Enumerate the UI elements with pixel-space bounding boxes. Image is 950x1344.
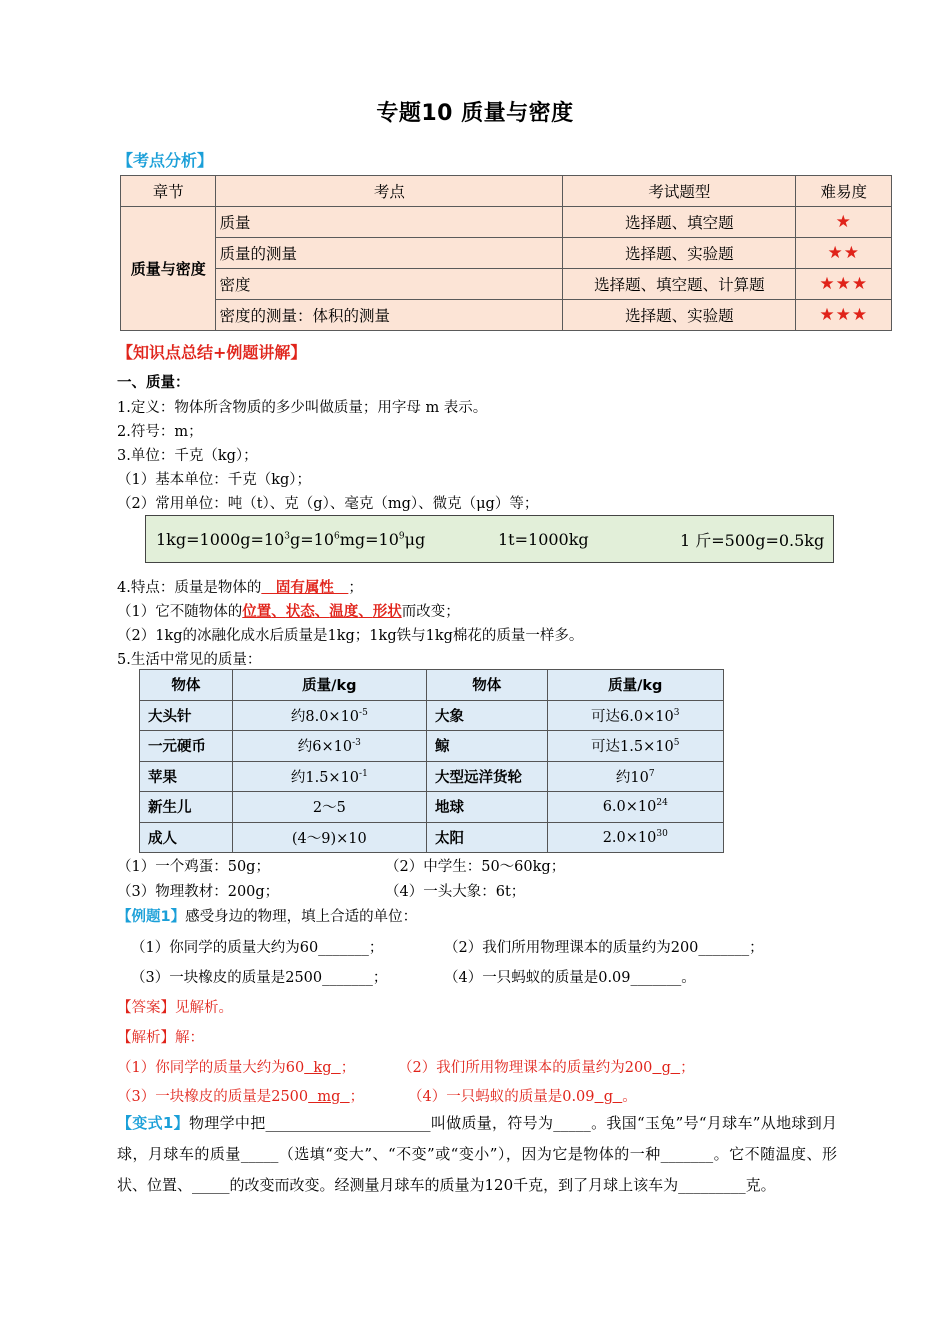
difficulty-stars: ★★★	[796, 300, 892, 331]
exponent: 6	[334, 531, 340, 542]
symbol-line: 2.符号：m；	[117, 424, 203, 440]
invariance-text: 而改变；	[401, 604, 460, 620]
solution-3	[117, 1085, 364, 1106]
question-tag: 【例题1】	[117, 909, 186, 925]
property-text: 4.特点：质量是物体的	[117, 580, 262, 596]
solution-text: ；	[680, 1060, 695, 1076]
invariance-text: （1）它不随物体的	[117, 604, 243, 620]
mass-value: (4～9)×10	[291, 830, 367, 847]
property-text: ；	[348, 580, 363, 596]
example-textbook: （3）物理教材：200g；	[117, 884, 280, 900]
base-unit-line: （1）基本单位：千克（kg）；	[117, 472, 312, 488]
section-analysis-heading: 【考点分析】	[117, 151, 214, 170]
solution-2	[398, 1056, 695, 1077]
answer-state: 状态	[285, 604, 315, 620]
object-cell: 一元硬币	[140, 731, 233, 762]
exponent: 7	[648, 768, 655, 779]
point-cell: 质量的测量	[216, 238, 563, 269]
header-type: 考试题型	[563, 176, 796, 207]
conversion-ton: 1t=1000kg	[498, 529, 589, 549]
definition-line: 1.定义：物体所含物质的多少叫做质量；用字母 m 表示。	[117, 400, 488, 416]
mass-value: 可达1.5×10	[591, 739, 674, 756]
answer-text: 见解析。	[175, 1000, 233, 1016]
type-cell: 选择题、实验题	[563, 238, 796, 269]
table-row	[121, 269, 892, 300]
solution-text: （2）我们所用物理课本的质量约为200	[398, 1060, 653, 1076]
header-mass: 质量/kg	[547, 670, 723, 701]
mass-heading: 一、质量：	[117, 375, 190, 391]
question-1-item-3: （3）一块橡皮的质量是2500_______；	[131, 970, 388, 986]
exponent: -5	[359, 707, 368, 718]
invariance-line	[117, 600, 460, 621]
object-cell: 太阳	[427, 822, 548, 853]
solution-4	[408, 1085, 637, 1106]
mass-cell	[232, 792, 426, 823]
mass-value: 约6×10	[297, 739, 353, 756]
header-chapter: 章节	[121, 176, 216, 207]
question-stem: 感受身边的物理，填上合适的单位：	[185, 909, 418, 925]
table-row	[140, 700, 724, 731]
object-cell: 大头针	[140, 700, 233, 731]
solution-answer: kg	[304, 1060, 341, 1076]
chapter-cell: 质量与密度	[121, 207, 216, 331]
separator: 、	[271, 604, 286, 620]
variant-text: 物理学中把______________________叫做质量，符号为_____。我国“玉兔”号“月球车”从地球到月球，月球车的质量_____（选填“变大”、“不变”或“变小”），因为它是物体的一种_______。它不随温度、形状、位置、_____的改变而改变。经测量月球车的质量为120千克，到了月球上该车为_________克。	[117, 1114, 837, 1194]
mass-value: 6.0×10	[602, 799, 657, 816]
solution-text: （3）一块橡皮的质量是2500	[117, 1089, 309, 1105]
answer-temperature: 温度	[329, 604, 359, 620]
ice-example-line: （2）1kg的冰融化成水后质量是1kg；1kg铁与1kg棉花的质量一样多。	[117, 628, 584, 644]
object-cell: 新生儿	[140, 792, 233, 823]
solution-answer: g	[594, 1089, 623, 1105]
common-mass-line: 5.生活中常见的质量：	[117, 652, 262, 668]
table-row	[121, 300, 892, 331]
property-answer: 固有属性	[261, 580, 349, 596]
answer-line	[117, 996, 233, 1017]
exponent: 3	[284, 531, 290, 542]
table-header-row	[140, 670, 724, 701]
variant-1-paragraph	[117, 1108, 837, 1201]
variant-tag: 【变式1】	[117, 1114, 189, 1132]
section-summary-heading: 【知识点总结+例题讲解】	[117, 343, 307, 362]
mass-cell	[232, 822, 426, 853]
table-row	[140, 792, 724, 823]
answer-position: 位置	[242, 604, 272, 620]
solution-text: （1）你同学的质量大约为60	[117, 1060, 305, 1076]
point-cell: 质量	[216, 207, 563, 238]
mass-cell	[232, 731, 426, 762]
conversion-kg-text: μg	[404, 529, 426, 549]
separator: 、	[314, 604, 330, 620]
object-cell: 大象	[427, 700, 548, 731]
header-object: 物体	[140, 670, 233, 701]
unit-line: 3.单位：千克（kg）；	[117, 448, 258, 464]
solution-answer: mg	[308, 1089, 350, 1105]
table-row	[140, 761, 724, 792]
mass-value: 约8.0×10	[290, 708, 360, 725]
common-mass-table	[139, 669, 724, 853]
property-line	[117, 576, 363, 597]
point-cell: 密度的测量：体积的测量	[216, 300, 563, 331]
table-row	[121, 207, 892, 238]
question-1-stem	[117, 905, 417, 926]
conversion-kg-text: g=10	[289, 529, 334, 549]
object-cell: 成人	[140, 822, 233, 853]
example-egg: （1）一个鸡蛋：50g；	[117, 859, 270, 875]
object-cell: 鲸	[427, 731, 548, 762]
conversion-kg-text: mg=10	[339, 529, 399, 549]
example-elephant: （4）一头大象：6t；	[385, 884, 526, 900]
table-header-row	[121, 176, 892, 207]
analysis-line	[117, 1026, 204, 1047]
example-student: （2）中学生：50～60kg；	[385, 859, 566, 875]
mass-cell	[547, 822, 723, 853]
solution-answer: g	[652, 1060, 681, 1076]
difficulty-stars: ★★★	[796, 269, 892, 300]
exponent: 9	[398, 531, 405, 542]
analysis-tag: 【解析】	[117, 1030, 175, 1046]
solution-text: 。	[622, 1089, 637, 1105]
type-cell: 选择题、填空题	[563, 207, 796, 238]
exponent: 30	[656, 828, 668, 839]
separator: 、	[358, 604, 373, 620]
solution-1	[117, 1056, 355, 1077]
table-row	[140, 731, 724, 762]
header-point: 考点	[216, 176, 563, 207]
mass-cell	[547, 731, 723, 762]
conversion-kg-text: 1kg=1000g=10	[156, 529, 285, 549]
object-cell: 大型远洋货轮	[427, 761, 548, 792]
conversion-kg	[156, 530, 425, 549]
answer-shape: 形状	[372, 604, 402, 620]
solution-text: （4）一只蚂蚁的质量是0.09	[408, 1089, 595, 1105]
header-difficulty: 难易度	[796, 176, 892, 207]
type-cell: 选择题、实验题	[563, 300, 796, 331]
page-title: 专题10 质量与密度	[376, 101, 574, 126]
object-cell: 地球	[427, 792, 548, 823]
conversion-jin: 1 斤=500g=0.5kg	[680, 530, 825, 550]
mass-cell	[547, 700, 723, 731]
type-cell: 选择题、填空题、计算题	[563, 269, 796, 300]
exponent: 5	[673, 738, 680, 749]
mass-value: 约1.5×10	[290, 769, 360, 786]
solution-text: ；	[349, 1089, 365, 1105]
question-1-item-1: （1）你同学的质量大约为60_______；	[131, 940, 384, 956]
header-mass: 质量/kg	[232, 670, 426, 701]
mass-value: 可达6.0×10	[591, 708, 674, 725]
question-1-item-2: （2）我们所用物理课本的质量约为200_______；	[444, 940, 764, 956]
difficulty-stars: ★	[796, 207, 892, 238]
table-row	[140, 822, 724, 853]
mass-cell	[232, 700, 426, 731]
mass-value: 2.0×10	[602, 829, 657, 846]
exam-points-table	[120, 175, 892, 331]
mass-cell	[547, 761, 723, 792]
table-row	[121, 238, 892, 269]
exponent: 3	[673, 707, 680, 718]
point-cell: 密度	[216, 269, 563, 300]
exponent: 24	[656, 798, 668, 809]
mass-value: 约10	[615, 769, 649, 786]
question-1-item-4: （4）一只蚂蚁的质量是0.09_______。	[444, 970, 696, 986]
difficulty-stars: ★★	[796, 238, 892, 269]
object-cell: 苹果	[140, 761, 233, 792]
mass-cell	[547, 792, 723, 823]
solution-text: ；	[340, 1060, 356, 1076]
answer-tag: 【答案】	[117, 1000, 175, 1016]
common-units-line: （2）常用单位：吨（t）、克（g）、毫克（mg）、微克（μg）等；	[117, 496, 539, 512]
mass-cell	[232, 761, 426, 792]
unit-conversion-box	[145, 515, 834, 563]
exponent: -1	[359, 768, 368, 779]
mass-value: 2～5	[312, 800, 346, 817]
header-object: 物体	[427, 670, 548, 701]
exponent: -3	[352, 738, 361, 749]
analysis-text: 解：	[175, 1030, 204, 1046]
